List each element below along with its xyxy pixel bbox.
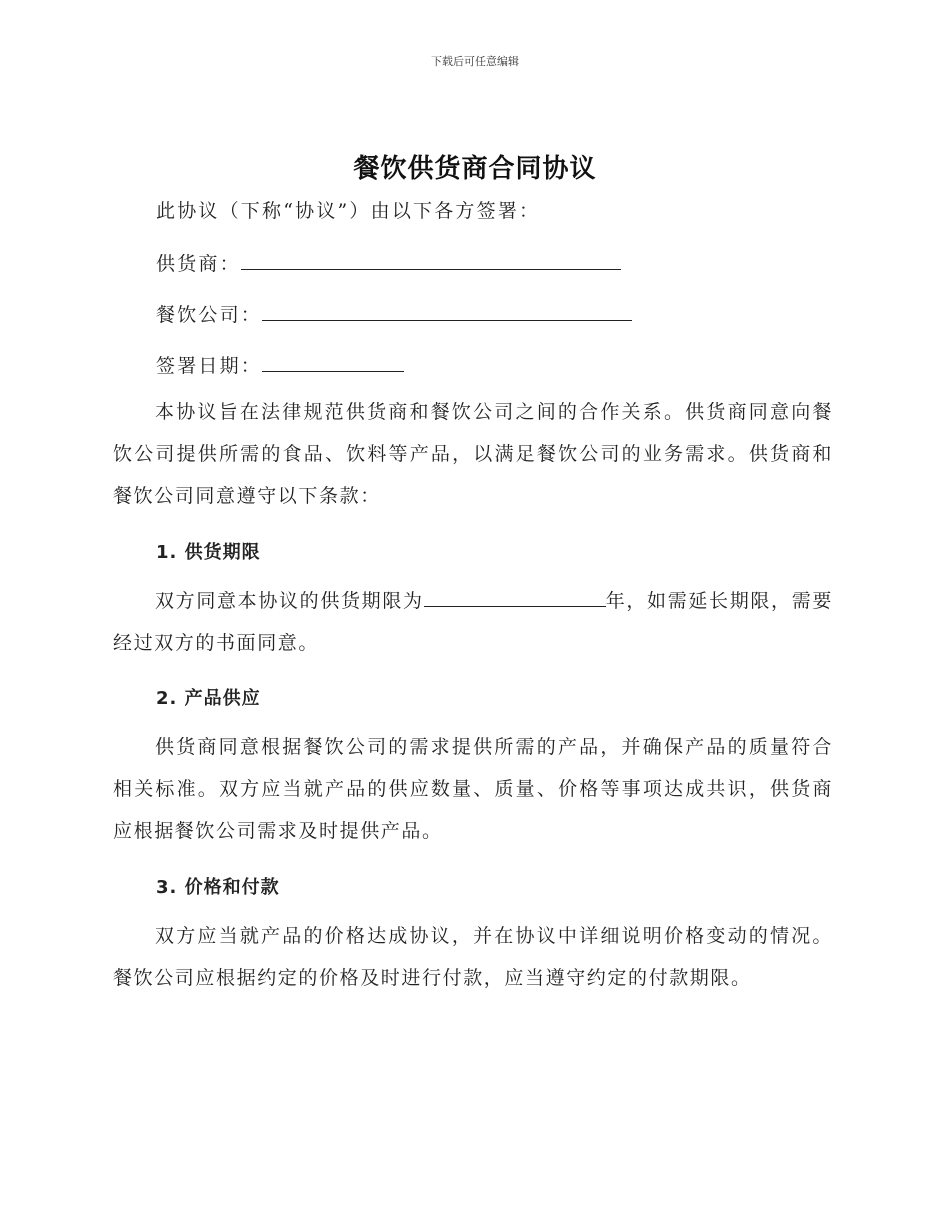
sign-date-field <box>156 349 404 378</box>
term-years-blank[interactable] <box>424 584 606 607</box>
term-text-before: 双方同意本协议的供货期限为 <box>155 590 424 612</box>
purpose-paragraph: 本协议旨在法律规范供货商和餐饮公司之间的合作关系。供货商同意向餐饮公司提供所需的食品、饮料等产品，以满足餐饮公司的业务需求。供货商和餐饮公司同意遵守以下条款： <box>113 401 833 507</box>
section-heading-price: 3. 价格和付款 <box>156 877 280 898</box>
intro-line: 此协议（下称“协议”）由以下各方签署： <box>156 200 541 222</box>
sign-date-blank[interactable] <box>262 349 404 372</box>
section-price-text: 双方应当就产品的价格达成协议，并在协议中详细说明价格变动的情况。餐饮公司应根据约定的价格及时进行付款，应当遵守约定的付款期限。 <box>113 925 833 989</box>
company-label: 餐饮公司： <box>156 304 263 326</box>
section-heading-supply: 2. 产品供应 <box>156 688 261 709</box>
supplier-field <box>156 247 621 276</box>
document-title: 餐饮供货商合同协议 <box>353 154 597 184</box>
company-field <box>156 298 632 327</box>
header-note: 下载后可任意编辑 <box>431 55 519 68</box>
section-term-text <box>113 580 833 664</box>
term-text-after: 年，如需延长期限，需要经过双方的书面同意。 <box>113 590 833 654</box>
supplier-label: 供货商： <box>156 253 241 275</box>
supplier-blank[interactable] <box>241 247 621 270</box>
sign-date-label: 签署日期： <box>156 355 263 377</box>
company-blank[interactable] <box>262 298 632 321</box>
section-heading-term: 1. 供货期限 <box>156 542 261 563</box>
section-supply-text: 供货商同意根据餐饮公司的需求提供所需的产品，并确保产品的质量符合相关标准。双方应当就产品的供应数量、质量、价格等事项达成共识，供货商应根据餐饮公司需求及时提供产品。 <box>113 736 833 842</box>
